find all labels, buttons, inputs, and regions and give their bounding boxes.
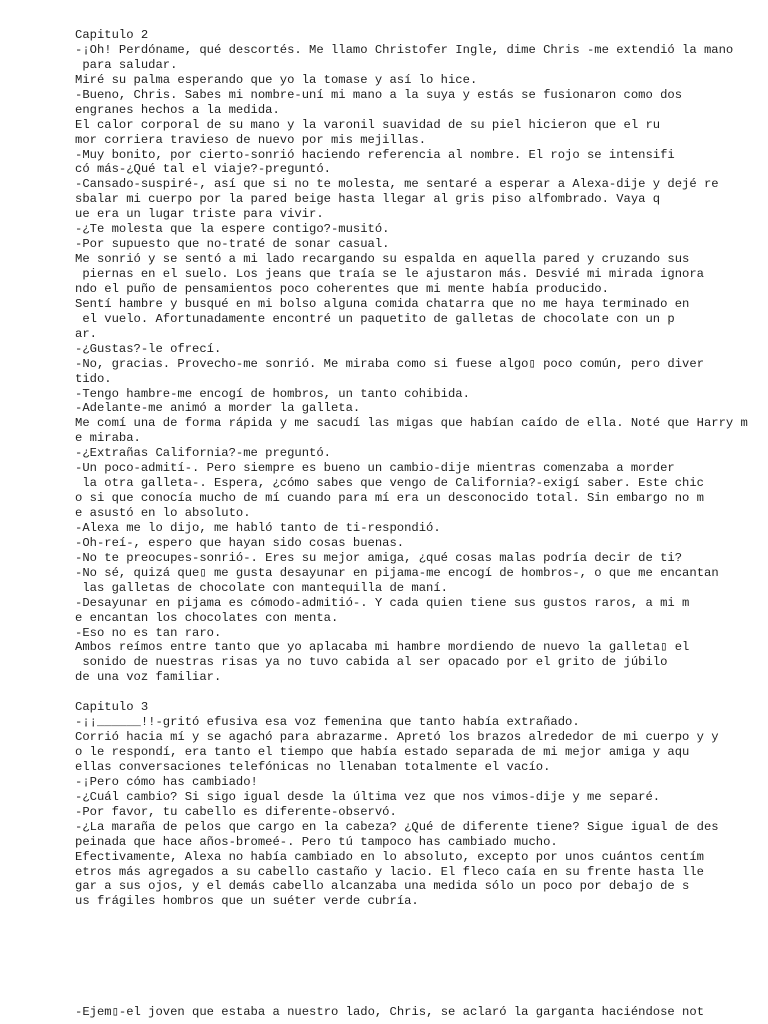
text-line: las galletas de chocolate con mantequilla de maní. <box>75 580 448 595</box>
text-line: de una voz familiar. <box>75 670 222 685</box>
text-line: peinada que hace años-bromeé-. Pero tú tampoco has cambiado mucho. <box>75 834 558 849</box>
document-page <box>75 28 768 909</box>
text-line: ue era un lugar triste para vivir. <box>75 207 324 222</box>
chapter-3-text <box>75 700 768 909</box>
text-line: gar a sus ojos, y el demás cabello alcanzaba una medida sólo un poco por debajo de s <box>75 879 690 894</box>
text-line: Me comí una de forma rápida y me sacudí las migas que habían caído de ella. Noté que Harry m <box>75 416 748 431</box>
text-line: -¡Pero cómo has cambiado! <box>75 774 258 789</box>
text-line: Efectivamente, Alexa no había cambiado en lo absoluto, excepto por unos cuántos centím <box>75 849 704 864</box>
text-line: -¿Cuál cambio? Si sigo igual desde la última vez que nos vimos-dije y me separé. <box>75 789 661 804</box>
text-line: us frágiles hombros que un suéter verde cubría. <box>75 894 419 909</box>
text-line: có más-¿Qué tal el viaje?-preguntó. <box>75 162 331 177</box>
text-line: ndo el puño de pensamientos poco coherentes que mi mente había producido. <box>75 281 609 296</box>
text-line: e encantan los chocolates con menta. <box>75 610 339 625</box>
text-line: -No sé, quizá que▯ me gusta desayunar en pijama-me encogí de hombros-, o que me encantan <box>75 565 719 580</box>
text-line: sbalar mi cuerpo por la pared beige hasta llegar al gris piso alfombrado. Vaya q <box>75 192 661 207</box>
text-line: -Bueno, Chris. Sabes mi nombre-uní mi mano a la suya y estás se fusionaron como dos <box>75 87 683 102</box>
page-bottom-text <box>75 1005 768 1020</box>
text-line: para saludar. <box>75 57 178 72</box>
text-line: sonido de nuestras risas ya no tuvo cabida al ser opacado por el grito de júbilo <box>75 655 668 670</box>
text-line: -Tengo hambre-me encogí de hombros, un tanto cohibida. <box>75 386 470 401</box>
chapter-2-text <box>75 28 768 685</box>
text-line: la otra galleta-. Espera, ¿cómo sabes que vengo de California?-exigí saber. Este chic <box>75 476 704 491</box>
paragraph-gap <box>75 685 768 700</box>
text-line: Corrió hacia mí y se agachó para abrazarme. Apretó los brazos alrededor de mi cuerpo y y <box>75 730 719 745</box>
chapter-heading: Capitulo 3 <box>75 700 149 715</box>
text-line: piernas en el suelo. Los jeans que traía se le ajustaron más. Desvié mi mirada ignora <box>75 267 704 281</box>
text-line: -¿Te molesta que la espere contigo?-musitó. <box>75 222 390 237</box>
text-line: Miré su palma esperando que yo la tomase y así lo hice. <box>75 72 478 87</box>
text-line: etros más agregados a su cabello castaño y lacio. El fleco caía en su frente hasta lle <box>75 864 704 879</box>
chapter-heading: Capitulo 2 <box>75 28 149 42</box>
text-line: e miraba. <box>75 431 141 446</box>
text-line: -Adelante-me animó a morder la galleta. <box>75 401 361 416</box>
text-line: -¿Extrañas California?-me preguntó. <box>75 446 331 461</box>
text-line: ar. <box>75 326 97 341</box>
text-line: o le respondí, era tanto el tiempo que había estado separada de mi mejor amiga y aqu <box>75 745 690 759</box>
text-line: Me sonrió y se sentó a mi lado recargando su espalda en aquella pared y cruzando sus <box>75 252 690 267</box>
text-line: -Eso no es tan raro. <box>75 625 222 640</box>
text-line: -Por favor, tu cabello es diferente-observó. <box>75 804 397 819</box>
text-line: -¡¡______!!-gritó efusiva esa voz femenina que tanto había extrañado. <box>75 715 580 730</box>
text-line: -¿Gustas?-le ofrecí. <box>75 341 222 356</box>
text-line: el vuelo. Afortunadamente encontré un paquetito de galletas de chocolate con un p <box>75 311 675 326</box>
text-line: -No, gracias. Provecho-me sonrió. Me miraba como si fuese algo▯ poco común, pero diver <box>75 356 705 371</box>
text-line: -Alexa me lo dijo, me habló tanto de ti-respondió. <box>75 520 441 535</box>
text-line: -Cansado-suspiré-, así que si no te molesta, me sentaré a esperar a Alexa-dije y dejé re <box>75 177 719 192</box>
text-line: -¡Oh! Perdóname, qué descortés. Me llamo Christofer Ingle, dime Chris -me extendió la mano <box>75 42 734 57</box>
text-line: Sentí hambre y busqué en mi bolso alguna comida chatarra que no me haya terminado en <box>75 296 690 311</box>
text-line: -Por supuesto que no-traté de sonar casual. <box>75 237 390 252</box>
text-line: tido. <box>75 371 112 386</box>
text-line: mor corriera travieso de nuevo por mis mejillas. <box>75 132 427 147</box>
text-line: Ambos reímos entre tanto que yo aplacaba mi hambre mordiendo de nuevo la galleta▯ el <box>75 640 690 655</box>
text-line: -Ejem▯-el joven que estaba a nuestro lado, Chris, se aclaró la garganta haciéndose not <box>75 1005 705 1019</box>
text-line: -Desayunar en pijama es cómodo-admitió-. Y cada quien tiene sus gustos raros, a mi m <box>75 595 690 610</box>
text-line: El calor corporal de su mano y la varonil suavidad de su piel hicieron que el ru <box>75 117 661 132</box>
text-line: -Un poco-admití-. Pero siempre es bueno un cambio-dije mientras comenzaba a morder <box>75 461 675 476</box>
text-line: -Oh-reí-, espero que hayan sido cosas buenas. <box>75 535 405 550</box>
text-line: -No te preocupes-sonrió-. Eres su mejor amiga, ¿qué cosas malas podría decir de ti? <box>75 550 683 565</box>
text-line: -Muy bonito, por cierto-sonrió haciendo referencia al nombre. El rojo se intensifi <box>75 147 675 162</box>
text-line: -¿La maraña de pelos que cargo en la cabeza? ¿Qué de diferente tiene? Sigue igual de des <box>75 819 719 834</box>
text-line: ellas conversaciones telefónicas no llenaban totalmente el vacío. <box>75 759 551 774</box>
text-line: engranes hechos a la medida. <box>75 102 280 117</box>
text-line: e asustó en lo absoluto. <box>75 506 251 520</box>
text-line: o si que conocía mucho de mí cuando para mí era un desconocido total. Sin embargo no m <box>75 491 704 506</box>
